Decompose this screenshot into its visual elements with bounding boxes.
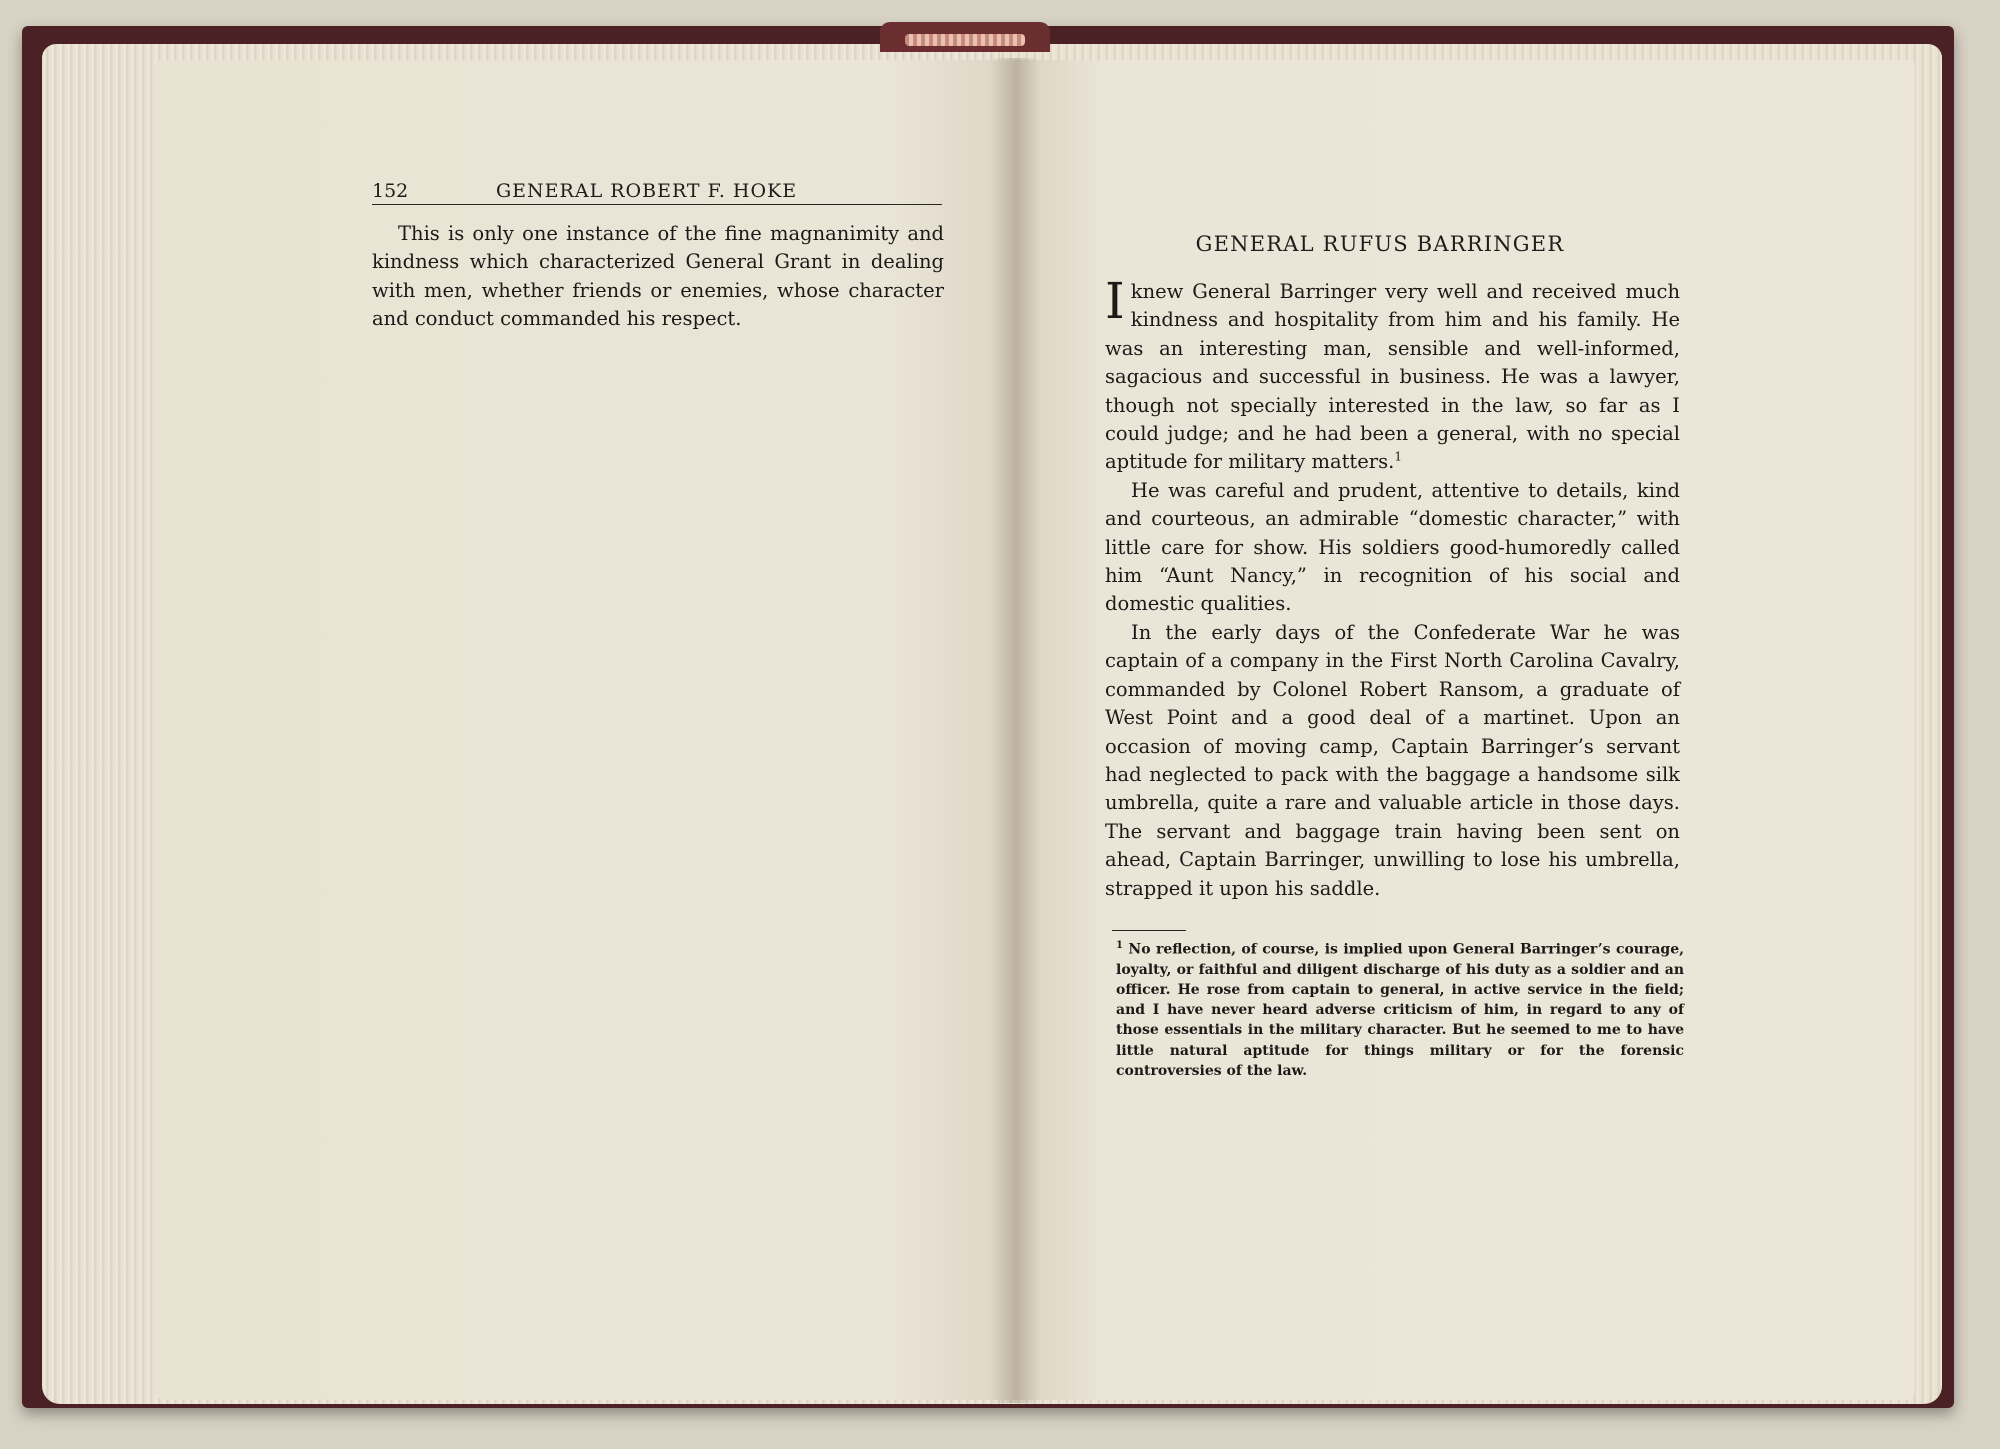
paragraph: He was careful and prudent, attentive to details, kind and courteous, an admirable “domestic character,” with little care for show. His soldiers good-humoredly called him “Aunt Nancy,” in recognition of his social and domestic qualities. xyxy=(1105,478,1680,616)
footnote-reference: 1 xyxy=(1394,449,1402,464)
chapter-title: GENERAL RUFUS BARRINGER xyxy=(1195,232,1565,256)
paragraph: This is only one instance of the fine magnanimity and kindness which characterized General Grant in dealing with men, whether friends or enemies, whose character and conduct commanded his respect. xyxy=(372,222,944,331)
headband xyxy=(905,34,1025,46)
footnote-mark: 1 xyxy=(1116,940,1123,951)
opening-paragraph xyxy=(1105,272,1680,477)
page-gutter xyxy=(990,58,1040,1403)
left-page-body xyxy=(372,220,944,334)
footnote-rule xyxy=(1112,930,1186,931)
page-number: 152 xyxy=(372,180,409,202)
paragraph: In the early days of the Confederate War he was captain of a company in the First North Carolina Cavalry, commanded by Colonel Robert Ransom, a graduate of West Point and a good deal of a martinet. Upon an occasion of moving camp, Captain Barringer’s servant had neglected to pack with the baggage a handsome silk umbrella, quite a rare and valuable article in those days. The servant and baggage train having been sent on ahead, Captain Barringer, unwilling to lose his umbrella, strapped it upon his saddle. xyxy=(1105,620,1680,900)
running-header xyxy=(372,178,942,205)
footnote xyxy=(1116,936,1684,1081)
right-page-body xyxy=(1105,272,1680,903)
opening-text: knew General Barringer very well and received much kindness and hospitality from him and his family. He was an interesting man, sensible and well-informed, sagacious and successful in business. He was a lawyer, though not specially interested in the law, so far as I could judge; and he had been a general, with no special aptitude for military matters. xyxy=(1105,280,1680,474)
drop-cap: I xyxy=(1105,272,1125,330)
running-head-title: GENERAL ROBERT F. HOKE xyxy=(496,180,798,202)
footnote-text: No reflection, of course, is implied upon General Barringer’s courage, loyalty, or faithful and diligent discharge of his duty as a soldier and an officer. He rose from captain to general, in active service in the field; and I have never heard adverse criticism of him, in regard to any of those essentials in the military character. But he seemed to me to have little natural aptitude for things military or for the forensic controversies of the law. xyxy=(1116,941,1685,1079)
